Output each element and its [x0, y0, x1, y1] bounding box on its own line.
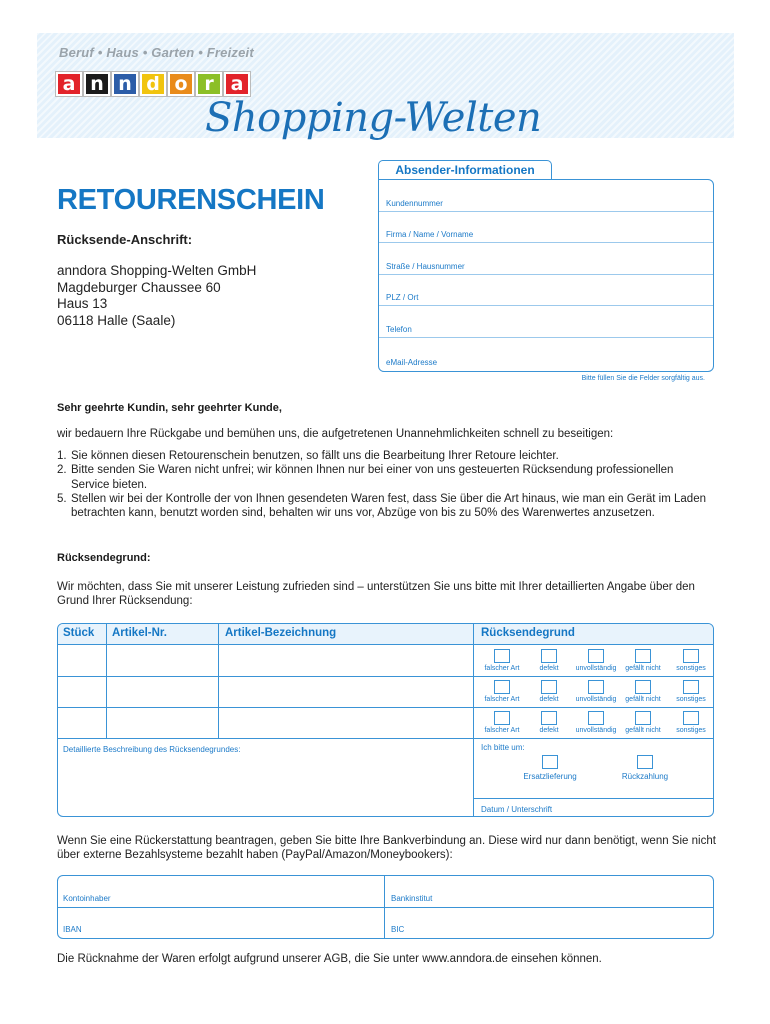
reason-option-label: falscher Art	[484, 727, 520, 734]
reason-checkbox[interactable]	[588, 711, 604, 725]
reason-checkbox[interactable]	[541, 680, 557, 694]
address-line: Magdeburger Chaussee 60	[57, 279, 221, 295]
reason-checkbox[interactable]	[683, 711, 699, 725]
reason-option-label: unvollständig	[575, 696, 617, 703]
list-item: 5. Stellen wir bei der Kontrolle der von Ihnen gesendeten Waren fest, dass Sie über die Art hinaus, wie man ein Gerät im Laden betrachten kann, benutzt worden sind, behalten wir uns vor, Abzüge von bis zu 50% des Warenwertes anzusetzen.	[57, 492, 706, 520]
date-signature-label: Datum / Unterschrift	[481, 805, 553, 814]
return-reason-table	[57, 623, 714, 817]
email-field[interactable]	[379, 338, 713, 370]
logo-letter: a	[224, 72, 250, 96]
reason-checkbox[interactable]	[541, 649, 557, 663]
shopping-welten-logo: Shopping-Welten	[205, 95, 542, 141]
reason-option-label: sonstiges	[676, 727, 706, 734]
request-option-label: Rückzahlung	[621, 772, 669, 781]
anndora-logo	[56, 72, 250, 96]
reason-checkbox[interactable]	[683, 649, 699, 663]
field-label: Telefon	[386, 324, 412, 334]
header-article-number: Artikel-Nr.	[112, 627, 167, 639]
reason-checkbox[interactable]	[541, 711, 557, 725]
request-checkbox[interactable]	[542, 755, 558, 769]
field-label: Firma / Name / Vorname	[386, 230, 474, 240]
header-return-reason: Rücksendegrund	[481, 627, 575, 639]
field-label: Straße / Hausnummer	[386, 261, 465, 271]
sender-info-tab: Absender-Informationen	[378, 160, 552, 180]
zip-city-field[interactable]	[379, 275, 713, 307]
instructions-list	[57, 449, 707, 520]
header-quantity: Stück	[63, 627, 95, 639]
page-title: RETOURENSCHEIN	[57, 184, 325, 216]
reason-checkbox[interactable]	[494, 649, 510, 663]
reason-option-label: sonstiges	[676, 665, 706, 672]
company-name-field[interactable]	[379, 212, 713, 244]
reason-option-label: defekt	[539, 696, 559, 703]
customer-number-field[interactable]	[379, 180, 713, 212]
iban-field[interactable]: IBAN	[63, 925, 82, 934]
street-field[interactable]	[379, 243, 713, 275]
return-address-label: Rücksende-Anschrift:	[57, 232, 193, 247]
list-item: 1. Sie können diesen Retourenschein benutzen, so fällt uns die Bearbeitung Ihrer Retoure leichter.	[57, 450, 559, 462]
request-checkbox[interactable]	[637, 755, 653, 769]
intro-text: wir bedauern Ihre Rückgabe und bemühen uns, die aufgetretenen Unannehmlichkeiten schnell zu beseitigen:	[57, 428, 614, 440]
table-header-row	[58, 624, 713, 645]
greeting: Sehr geehrte Kundin, sehr geehrter Kunde,	[57, 402, 282, 414]
logo-letter: r	[196, 72, 222, 96]
field-label: PLZ / Ort	[386, 293, 419, 303]
reason-option-label: falscher Art	[484, 665, 520, 672]
fill-carefully-note: Bitte füllen Sie die Felder sorgfältig aus.	[581, 375, 705, 382]
field-label: Kundennummer	[386, 198, 443, 208]
bic-field[interactable]: BIC	[391, 925, 405, 934]
reason-checkbox[interactable]	[588, 680, 604, 694]
logo-letter: n	[112, 72, 138, 96]
reason-checkbox[interactable]	[635, 649, 651, 663]
reason-option-label: unvollständig	[575, 665, 617, 672]
field-label: eMail-Adresse	[386, 357, 438, 367]
phone-field[interactable]	[379, 306, 713, 338]
sender-info-box	[378, 179, 714, 372]
bank-name-field[interactable]: Bankinstitut	[391, 894, 433, 903]
reason-checkbox[interactable]	[494, 711, 510, 725]
reason-checkbox[interactable]	[494, 680, 510, 694]
return-address	[57, 263, 256, 329]
reason-option-label: gefällt nicht	[625, 665, 661, 672]
reason-option-label: sonstiges	[676, 696, 706, 703]
reason-option-label: defekt	[539, 665, 559, 672]
address-line: anndora Shopping-Welten GmbH	[57, 263, 257, 278]
reason-text: Wir möchten, dass Sie mit unserer Leistung zufrieden sind – unterstützen Sie uns bitte mit Ihrer detaillierten Angabe über den Grund Ihrer Rücksendung:	[57, 581, 695, 608]
tagline: Beruf • Haus • Garten • Freizeit	[59, 45, 254, 60]
header-article-description: Artikel-Bezeichnung	[225, 627, 337, 639]
request-label: Ich bitte um:	[481, 743, 525, 752]
logo-letter: o	[168, 72, 194, 96]
logo-letter: d	[140, 72, 166, 96]
list-item: 2. Bitte senden Sie Waren nicht unfrei; wir können Ihnen nur bei einer von uns gesteuerten Rücksendung professionellen Service bieten.	[57, 464, 674, 491]
logo-letter: a	[56, 72, 82, 96]
reason-option-label: defekt	[539, 727, 559, 734]
bank-details-box	[57, 875, 714, 939]
address-line: Haus 13	[57, 296, 108, 311]
reason-option-label: falscher Art	[484, 696, 520, 703]
reason-checkbox[interactable]	[635, 711, 651, 725]
logo-letter: n	[84, 72, 110, 96]
account-holder-field[interactable]: Kontoinhaber	[63, 894, 111, 903]
request-option-label: Ersatzlieferung	[523, 772, 577, 781]
footer-text: Die Rücknahme der Waren erfolgt aufgrund unserer AGB, die Sie unter www.anndora.de einsehen können.	[57, 953, 602, 965]
reason-option-label: gefällt nicht	[625, 727, 661, 734]
reason-option-label: gefällt nicht	[625, 696, 661, 703]
reason-checkbox[interactable]	[683, 680, 699, 694]
description-label: Detaillierte Beschreibung des Rücksendegrundes:	[63, 745, 241, 754]
reason-option-label: unvollständig	[575, 727, 617, 734]
address-line: 06118 Halle (Saale)	[57, 312, 176, 328]
reason-checkbox[interactable]	[635, 680, 651, 694]
reason-heading: Rücksendegrund:	[57, 552, 151, 564]
reason-checkbox[interactable]	[588, 649, 604, 663]
refund-text: Wenn Sie eine Rückerstattung beantragen, geben Sie bitte Ihre Bankverbindung an. Diese wird nur dann benötigt, wenn Sie nicht über externe Bezahlsysteme bezahlt haben (PayPal/Amazon/Moneybookers):	[57, 835, 716, 862]
